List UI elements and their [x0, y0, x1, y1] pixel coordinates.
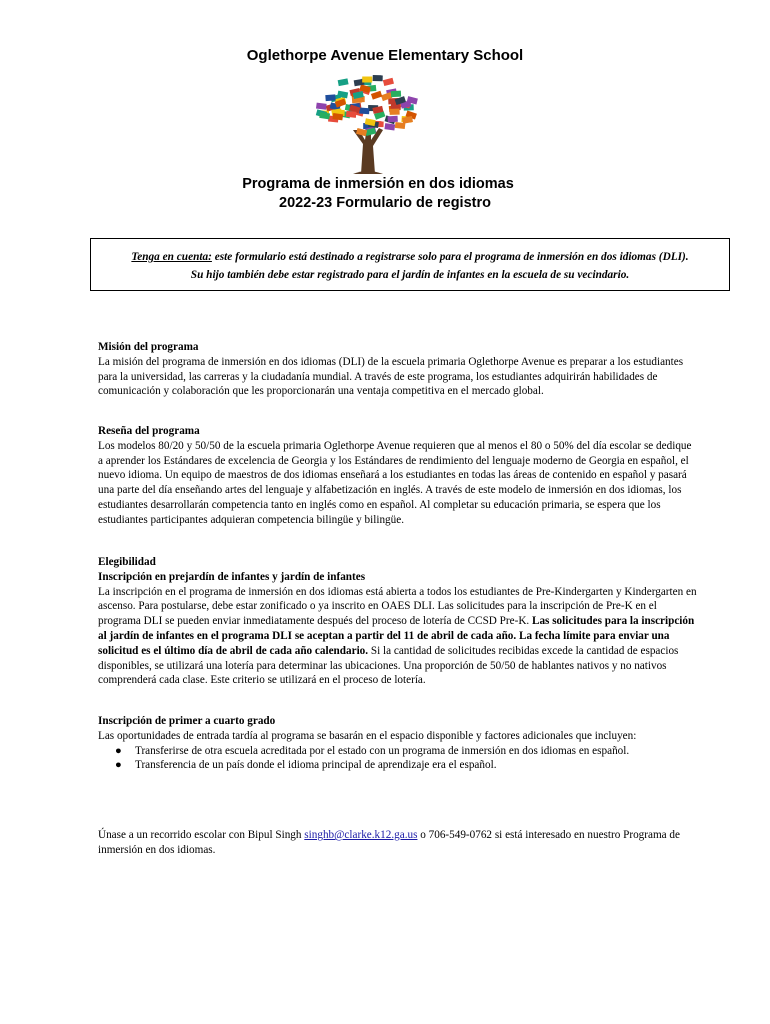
notice-line-2: Su hijo también debe estar registrado para el jardín de infantes en la escuela de su vecindario. [190, 269, 630, 281]
flag-shape [346, 111, 357, 118]
mission-text: La misión del programa de inmersión en dos idiomas (DLI) de la escuela primaria Oglethorpe Avenue es preparar a los estudiantes para la universidad, las carreras y la ciudadanía mundial. A través de este programa, los estudiantes adquirirán habilidades de comunicación y colaboración que les proporcionarán una ventaja competitiva en el mercado global. [98, 355, 684, 398]
list-item [98, 744, 698, 759]
email-link[interactable]: singhb@clarke.k12.ga.us [304, 829, 418, 841]
flag-shape [390, 109, 400, 115]
contact-text [98, 828, 698, 858]
flag-shape [384, 123, 395, 130]
flag-shape [362, 76, 372, 82]
overview-heading: Reseña del programa [98, 425, 200, 437]
grades-intro: Las oportunidades de entrada tardía al programa se basarán en el espacio disponible y factores adicionales que incluyen: [98, 729, 637, 742]
eligibility-text [98, 585, 698, 689]
notice-line-1 [91, 251, 729, 263]
flag-shape [395, 122, 406, 129]
list-item [98, 758, 698, 773]
contact-text-a: Únase a un recorrido escolar con Bipul Singh [98, 829, 305, 841]
bullet-text-1: Transferirse de otra escuela acreditada por el estado con un programa de inmersión en dos idiomas en español. [135, 744, 630, 757]
notice-text-1: este formulario está destinado a registrarse solo para el programa de inmersión en dos idiomas (DLI). [211, 251, 689, 263]
bullet-icon: ● [115, 744, 122, 757]
eligibility-subheading: Inscripción en prejardín de infantes y jardín de infantes [98, 570, 366, 583]
eligibility-text-b: Si la cantidad de solicitudes recibidas excede la cantidad de espacios disponibles, se utilizará una lotería para determinar las ubicaciones. Una proporción de 50/50 de hablantes nativos y no nativos comprenderá cada clase. Este criterio se utilizará en el proceso de lotería. [98, 644, 679, 687]
grades-section [98, 714, 698, 773]
contact-text-b: o 706-549-0762 si está interesado en nuestro Programa de inmersión en dos idiomas. [98, 829, 680, 856]
flag-shape [325, 94, 335, 101]
overview-text: Los modelos 80/20 y 50/50 de la escuela primaria Oglethorpe Avenue requieren que al menos el 80 o 50% del día escolar se dedique a aprender los Estándares de excelencia de Georgia y los Estándares de rendimiento del lenguaje moderno de Georgia en español, el nuevo idioma. Un equipo de maestros de dos idiomas enseñará a los estudiantes en todas las áreas de contenido en español y pasará una parte del día enseñando artes del lenguaje y alfabetización en inglés. A través de este modelo de inmersión en dos idiomas, los estudiantes desarrollarán competencia tanto en inglés como en español. Al completar su educación primaria, se espera que los estudiantes participantes adquieran competencia bilingüe y bilingüe. [98, 439, 692, 526]
eligibility-section [98, 555, 698, 688]
overview-section [98, 424, 698, 528]
flag-tree-logo [313, 70, 421, 178]
flag-shape [371, 91, 382, 100]
mission-heading: Misión del programa [98, 341, 199, 353]
eligibility-text-a: La inscripción en el programa de inmersión en dos idiomas está abierta a todos los estudiantes de Pre-Kindergarten y Kindergarten en ascenso. Para postularse, debe estar zonificado o ya inscrito en OAES DLI. Las solicitudes para la inscripción de Pre-K en el programa DLI se pueden enviar inmediatamente después del proceso de lotería de CCSD Pre-K. [98, 585, 697, 628]
flag-shape [373, 75, 383, 81]
contact-section [98, 828, 698, 858]
notice-box [90, 238, 730, 291]
program-title: Programa de inmersión en dos idiomas [242, 176, 514, 192]
flag-shape [359, 108, 369, 115]
bullet-text-2: Transferencia de un país donde el idioma principal de aprendizaje era el español. [135, 759, 497, 772]
form-title: 2022-23 Formulario de registro [279, 195, 491, 211]
flag-shape [383, 78, 394, 86]
bullet-icon: ● [115, 759, 122, 772]
notice-label: Tenga en cuenta: [131, 251, 212, 263]
grades-heading: Inscripción de primer a cuarto grado [98, 715, 276, 727]
flag-shape [388, 116, 398, 123]
flag-shape [316, 103, 327, 110]
mission-section [98, 340, 698, 399]
flag-shape [391, 91, 401, 98]
flag-shape [338, 78, 349, 86]
flag-canopy [316, 75, 418, 136]
school-name: Oglethorpe Avenue Elementary School [246, 47, 524, 64]
eligibility-heading: Elegibilidad [98, 556, 156, 568]
eligibility-deadline-text: Las solicitudes para la inscripción al jardín de infantes en el programa DLI se aceptan a partir del 11 de abril de cada año. La fecha límite para enviar una solicitud es el último día de abril de cada año calendario. [98, 615, 695, 657]
